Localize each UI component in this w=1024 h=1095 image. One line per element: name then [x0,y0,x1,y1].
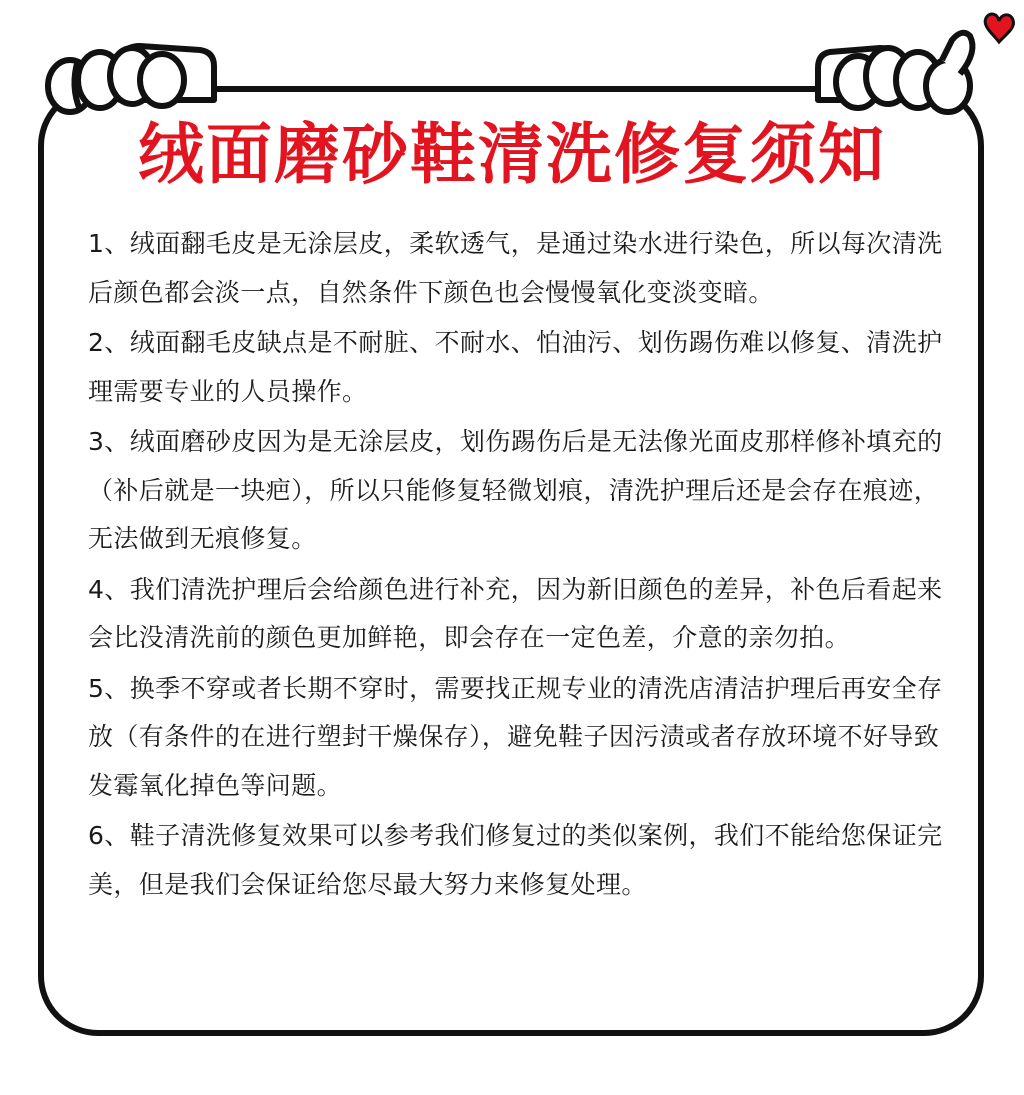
page-title: 绒面磨砂鞋清洗修复须知 [138,116,886,193]
notice-item-1: 1、绒面翻毛皮是无涂层皮，柔软透气，是通过染水进行染色，所以每次清洗后颜色都会淡一点，自然条件下颜色也会慢慢氧化变淡变暗。 [88,229,943,307]
heart-icon [985,14,1013,42]
notice-item-3: 3、绒面磨砂皮因为是无涂层皮，划伤踢伤后是无法像光面皮那样修补填充的（补后就是一块疤），所以只能修复轻微划痕，清洗护理后还是会存在痕迹，无法做到无痕修复。 [88,427,943,553]
notice-item-5: 5、换季不穿或者长期不穿时，需要找正规专业的清洗店清洁护理后再安全存放（有条件的在进行塑封干燥保存），避免鞋子因污渍或者存放环境不好导致发霉氧化掉色等问题。 [88,673,943,800]
notice-list [88,220,948,911]
notice-item-4: 4、我们清洗护理后会给颜色进行补充，因为新旧颜色的差异，补色后看起来会比没清洗前的颜色更加鲜艳，即会存在一定色差，介意的亲勿拍。 [88,574,943,652]
notice-item-6: 6、鞋子清洗修复效果可以参考我们修复过的类似案例，我们不能给您保证完美，但是我们会保证给您尽最大努力来修复处理。 [88,821,943,899]
notice-item-2: 2、绒面翻毛皮缺点是不耐脏、不耐水、怕油污、划伤踢伤难以修复、清洗护理需要专业的人员操作。 [88,328,943,406]
